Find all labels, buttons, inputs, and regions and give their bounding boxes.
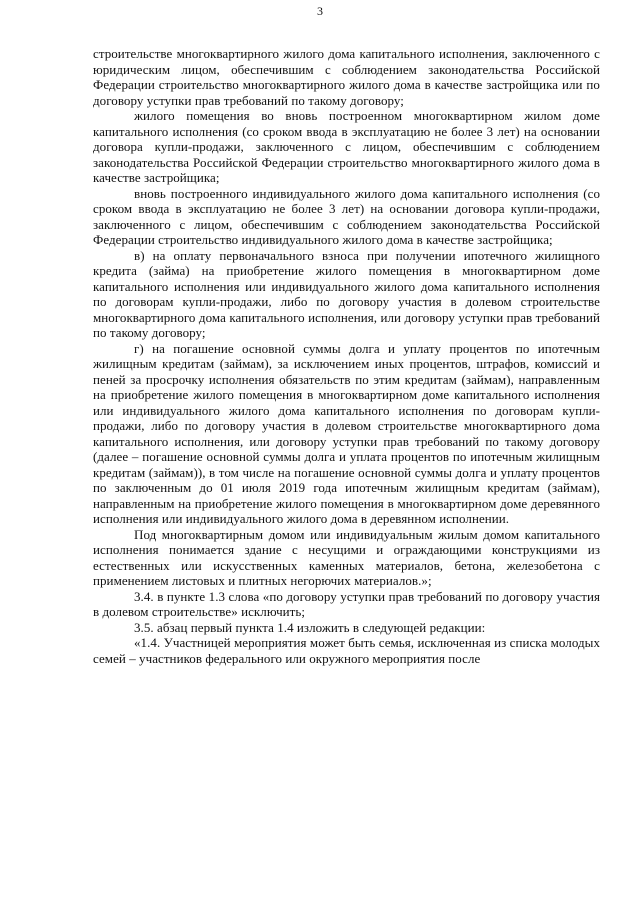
paragraph: «1.4. Участницей мероприятия может быть семья, исключенная из списка молодых семей – участников федерального или окружного мероприятия после [93,635,600,666]
paragraph: строительстве многоквартирного жилого дома капитального исполнения, заключенного с юридическим лицом, обеспечившим с соблюдением законодательства Российской Федерации строительство многоквартирного жилого дома в качестве застройщика или по договору уступки прав требований по такому договору; [93,46,600,108]
paragraph: 3.4. в пункте 1.3 слова «по договору уступки прав требований по договору участия в долевом строительстве» исключить; [93,588,600,619]
paragraph: вновь построенного индивидуального жилого дома капитального исполнения (со сроком ввода в эксплуатацию не более 3 лет) на основании договора купли-продажи, заключенного с лицом, обеспечившим с соблюдением законодательства Российской Федерации строительство индивидуального жилого дома в качестве застройщика; [93,185,600,247]
paragraph: в) на оплату первоначального взноса при получении ипотечного жилищного кредита (займа) на приобретение жилого помещения в многоквартирном доме капитального исполнения или индивидуального жилого дома капитального исполнения по договорам купли-продажи, либо по договору участия в долевом строительстве многоквартирного дома капитального исполнения, или договору уступки прав требований по такому договору; [93,247,600,340]
paragraph: Под многоквартирным домом или индивидуальным жилым домом капитального исполнения понимается здание с несущими и ограждающими конструкциями из естественных или искусственных каменных материалов, бетона, железобетона с применением листовых и плитных негорючих материалов.»; [93,526,600,588]
paragraph: 3.5. абзац первый пункта 1.4 изложить в следующей редакции: [134,619,486,635]
paragraph: жилого помещения во вновь построенном многоквартирном жилом доме капитального исполнения (со сроком ввода в эксплуатацию не более 3 лет) на основании договора купли-продажи, заключенного с лицом, обеспечившим с соблюдением законодательства Российской Федерации строительство многоквартирного жилого дома в качестве застройщика; [93,108,600,185]
page-number: 3 [317,4,323,18]
body-text [93,46,600,666]
paragraph: г) на погашение основной суммы долга и уплату процентов по ипотечным жилищным кредитам (займам), за исключением иных процентов, штрафов, комиссий и пеней за просрочку исполнения обязательств по этим кредитам (займам), направленным на приобретение жилого помещения в многоквартирном доме капитального исполнения или индивидуального жилого дома капитального исполнения по договорам купли-продажи, либо по договору участия в долевом строительстве многоквартирного дома капитального исполнения, или договору уступки прав требований по такому договору (далее – погашение основной суммы долга и уплата процентов по ипотечным жилищным кредитам (займам)), в том числе на погашение основной суммы долга и уплату процентов по заключенным до 01 июля 2019 года ипотечным жилищным кредитам (займам), направленным на приобретение жилого помещения в многоквартирном доме деревянного исполнения или индивидуального жилого дома в деревянном исполнении. [93,340,600,526]
